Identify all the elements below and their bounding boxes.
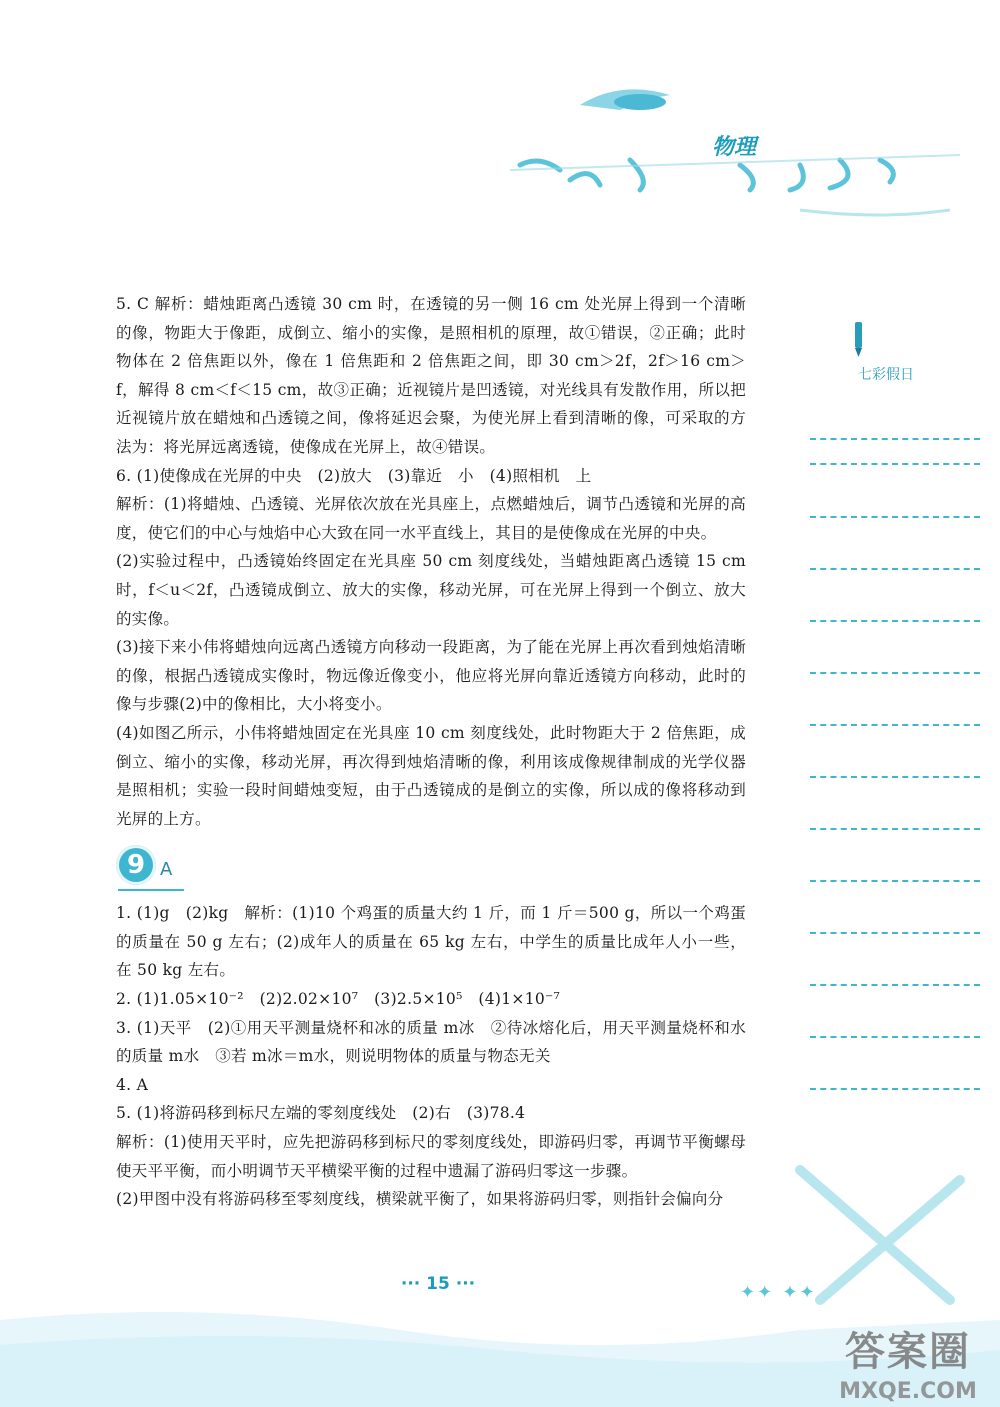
answer-paragraph: (2)实验过程中，凸透镜始终固定在光具座 50 cm 刻度线处，当蜡烛距离凸透镜 15 cm 时，f＜u＜2f，凸透镜成倒立、放大的实像，移动光屏，可在光屏上得到一个倒立、放大的实像。: [116, 552, 746, 628]
note-line: [810, 880, 980, 882]
pencil-icon: [850, 322, 868, 358]
answer-paragraph: 5. (1)将游码移到标尺左端的零刻度线处 (2)右 (3)78.4: [116, 1104, 526, 1123]
answer-paragraph: (4)如图乙所示，小伟将蜡烛固定在光具座 10 cm 刻度线处，此时物距大于 2 倍焦距，成倒立、缩小的实像，移动光屏，再次得到烛焰清晰的像，利用该成像规律制成的光学仪器是照相机；实验一段时间蜡烛变短，由于凸透镜成的是倒立的实像，所以成的像将移动到光屏的上方。: [116, 723, 746, 828]
note-line: [810, 620, 980, 622]
answer-paragraph: 3. (1)天平 (2)①用天平测量烧杯和冰的质量 m冰 ②待冰熔化后，用天平测量烧杯和水的质量 m水 ③若 m冰＝m水，则说明物体的质量与物态无关: [116, 1018, 746, 1066]
section-badge: [112, 837, 746, 899]
side-label: 七彩假日: [858, 367, 914, 383]
section-letter: A: [160, 859, 173, 881]
answer-paragraph: 6. (1)使像成在光屏的中央 (2)放大 (3)靠近 小 (4)照相机 上: [116, 466, 592, 485]
note-line: [810, 438, 980, 440]
note-line: [810, 672, 980, 674]
note-line: [810, 724, 980, 726]
answer-paragraph: 1. (1)g (2)kg 解析：(1)10 个鸡蛋的质量大约 1 斤，而 1 斤＝500 g，所以一个鸡蛋的质量在 50 g 左右；(2)成年人的质量在 65 kg 左右，中学生的质量比成年人小一些，在 50 kg 左右。: [116, 904, 746, 980]
answer-paragraph: (3)接下来小伟将蜡烛向远离凸透镜方向移动一段距离，为了能在光屏上再次看到烛焰清晰的像，根据凸透镜成实像时，物远像近像变小，他应将光屏向靠近透镜方向移动，此时的像与步骤(2)中的像相比，大小将变小。: [116, 638, 746, 714]
footer-decoration: ✦✦ ✦✦: [740, 1282, 817, 1303]
note-line: [810, 932, 980, 934]
watermark: [828, 1320, 988, 1404]
watermark-title: 答案圈: [845, 1329, 971, 1375]
note-line: [810, 1036, 980, 1038]
answer-content: [116, 290, 746, 1214]
page-number: ··· 15 ···: [400, 1274, 476, 1294]
note-line: [810, 776, 980, 778]
answer-paragraph: 5. C 解析：蜡烛距离凸透镜 30 cm 时，在透镜的另一侧 16 cm 处光屏上得到一个清晰的像，物距大于像距，成倒立、缩小的实像，是照相机的原理，故①错误，②正确；此时物体在 2 倍焦距以外，像在 1 倍焦距和 2 倍焦距之间，即 30 cm＞2f，2f＞16 cm＞f，解得 8 cm＜f＜15 cm，故③正确；近视镜片是凹透镜，对光线具有发散作用，所以把近视镜片放在蜡烛和凸透镜之间，像将延迟会聚，为使光屏上看到清晰的像，可采取的方法为：将光屏远离透镜，使像成在光屏上，故④错误。: [116, 295, 746, 456]
answer-paragraph: 解析：(1)使用天平时，应先把游码移到标尺的零刻度线处，即游码归零，再调节平衡螺母使天平平衡，而小明调节天平横梁平衡的过程中遗漏了游码归零这一步骤。: [116, 1133, 746, 1180]
watermark-url: MXQE.COM: [839, 1379, 977, 1404]
answer-paragraph: 解析：(1)将蜡烛、凸透镜、光屏依次放在光具座上，点燃蜡烛后，调节凸透镜和光屏的高度，使它们的中心与烛焰中心大致在同一水平直线上，其目的是使像成在光屏的中央。: [116, 495, 746, 542]
answer-paragraph: (2)甲图中没有将游码移至零刻度线，横梁就平衡了，如果将游码归零，则指针会偏向分: [116, 1190, 724, 1209]
note-line: [810, 516, 980, 518]
section-rule: [118, 889, 184, 891]
note-line: [810, 984, 980, 986]
subject-title: 物理: [712, 135, 757, 160]
note-line: [810, 828, 980, 830]
answer-paragraph: 2. (1)1.05×10⁻² (2)2.02×10⁷ (3)2.5×10⁵ (4)1×10⁻⁷: [116, 990, 561, 1009]
note-line: [810, 463, 980, 465]
section-number: 9: [116, 845, 156, 885]
note-line: [810, 1088, 980, 1090]
note-line: [810, 568, 980, 570]
answer-paragraph: 4. A: [116, 1075, 149, 1094]
